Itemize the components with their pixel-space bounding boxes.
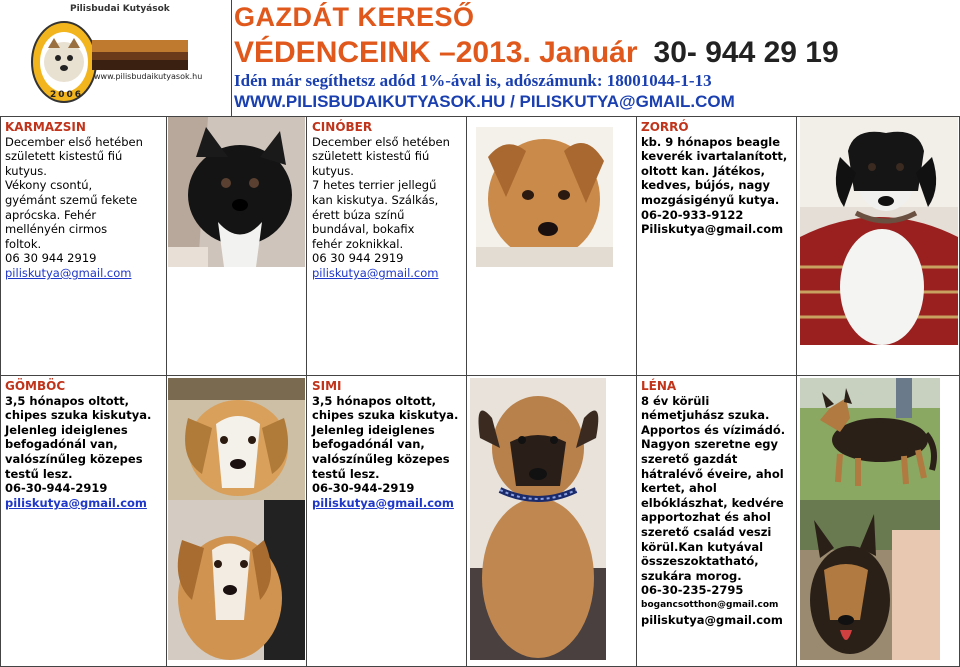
dog-desc bbox=[5, 394, 165, 496]
desc-line: kutyus. bbox=[312, 163, 354, 178]
desc-line: valószínűleg közepes bbox=[5, 451, 143, 466]
desc-line: érett búza színű bbox=[312, 207, 405, 222]
desc-line: bundával, bokafix bbox=[312, 222, 415, 237]
grid-vline bbox=[166, 116, 167, 667]
desc-line: született kistestű fiú bbox=[312, 149, 430, 164]
dog-card-cinober bbox=[312, 120, 466, 281]
desc-line: 06-20-933-9122 bbox=[641, 207, 744, 222]
desc-line: fehér zoknikkal. bbox=[312, 236, 404, 251]
header-phone: 30- 944 29 19 bbox=[653, 36, 839, 69]
desc-line: összeszoktatható, bbox=[641, 554, 759, 569]
desc-line: 06-30-944-2919 bbox=[312, 481, 415, 496]
email-link[interactable]: piliskutya@gmail.com bbox=[312, 495, 454, 510]
email-text-small: bogancsotthon@gmail.com bbox=[641, 599, 779, 610]
title-line2 bbox=[234, 36, 839, 70]
desc-line: mellényén cirmos bbox=[5, 222, 108, 237]
dog-photo-gomboc-1 bbox=[168, 378, 305, 500]
logo-year: 2006 bbox=[50, 90, 84, 100]
logo-title: Pilisbudai Kutyások bbox=[70, 4, 170, 14]
desc-line: 06-30-235-2795 bbox=[641, 583, 744, 598]
desc-line: szerető család veszi bbox=[641, 524, 772, 539]
dog-photo-lena-2 bbox=[800, 500, 940, 660]
grid-vline bbox=[636, 116, 637, 667]
dog-name: KARMAZSIN bbox=[5, 120, 86, 134]
dog-name: GÖMBÖC bbox=[5, 379, 66, 393]
desc-line: 3,5 hónapos oltott, bbox=[312, 393, 436, 408]
dog-name: ZORRÓ bbox=[641, 120, 689, 134]
grid-vline bbox=[306, 116, 307, 667]
dog-photo-gomboc-2 bbox=[168, 500, 305, 660]
desc-line: gyémánt szemű fekete bbox=[5, 192, 138, 207]
grid-vline bbox=[466, 116, 467, 667]
email-link[interactable]: piliskutya@gmail.com bbox=[5, 495, 147, 510]
desc-line: 8 év körüli bbox=[641, 393, 710, 408]
grid-mid-line bbox=[0, 375, 960, 376]
desc-line: chipes szuka kiskutya. bbox=[5, 408, 152, 423]
dog-desc bbox=[641, 394, 797, 598]
dog-photo-zorro bbox=[800, 117, 958, 345]
desc-line: chipes szuka kiskutya. bbox=[312, 408, 459, 423]
dog-card-simi bbox=[312, 379, 466, 510]
desc-line: 06 30 944 2919 bbox=[5, 251, 97, 266]
desc-line: kb. 9 hónapos beagle bbox=[641, 134, 781, 149]
desc-line: hátralévő éveire, ahol bbox=[641, 466, 784, 481]
desc-line: keverék ivartalanított, bbox=[641, 149, 788, 164]
desc-line: szukára morog. bbox=[641, 568, 742, 583]
dog-card-karmazsin bbox=[5, 120, 165, 281]
desc-line: körül.Kan kutyával bbox=[641, 539, 764, 554]
dog-name: SIMI bbox=[312, 379, 342, 393]
email-text: Piliskutya@gmail.com bbox=[641, 222, 784, 237]
tax-line: Idén már segíthetsz adód 1%-ával is, adószámunk: 18001044-1-13 bbox=[234, 71, 712, 90]
desc-line: December első hetében bbox=[312, 134, 450, 149]
dog-name: CINÓBER bbox=[312, 120, 373, 134]
desc-line: befogadónál van, bbox=[312, 437, 425, 452]
desc-line: született kistestű fiú bbox=[5, 149, 123, 164]
desc-line: kertet, ahol bbox=[641, 481, 717, 496]
desc-line: oltott kan. Játékos, bbox=[641, 163, 765, 178]
desc-line: 06 30 944 2919 bbox=[312, 251, 404, 266]
dog-photo-lena-1 bbox=[800, 378, 940, 500]
dog-desc bbox=[312, 135, 466, 266]
desc-line: kutyus. bbox=[5, 163, 47, 178]
dog-card-lena bbox=[641, 379, 797, 627]
dog-desc bbox=[5, 135, 165, 266]
desc-line: Nagyon szeretne egy bbox=[641, 437, 779, 452]
email-text: piliskutya@gmail.com bbox=[641, 612, 783, 627]
desc-line: testű lesz. bbox=[5, 466, 73, 481]
desc-line: foltok. bbox=[5, 236, 42, 251]
desc-line: 3,5 hónapos oltott, bbox=[5, 393, 129, 408]
desc-line: elbóklászhat, kedvére bbox=[641, 495, 784, 510]
desc-line: Apportos és vízimádó. bbox=[641, 422, 786, 437]
header-title-block bbox=[232, 0, 960, 116]
dog-card-gomboc bbox=[5, 379, 165, 510]
desc-line: Jelenleg ideiglenes bbox=[5, 422, 128, 437]
dog-desc bbox=[641, 135, 795, 223]
title-line1: GAZDÁT KERESŐ bbox=[234, 2, 475, 32]
email-link[interactable]: piliskutya@gmail.com bbox=[312, 265, 439, 280]
desc-line: apportozhat és ahol bbox=[641, 510, 771, 525]
header-divider bbox=[231, 0, 232, 116]
dog-name: LÉNA bbox=[641, 379, 677, 393]
desc-line: December első hetében bbox=[5, 134, 143, 149]
dog-photo-simi bbox=[470, 378, 606, 660]
desc-line: mozgásigényű kutya. bbox=[641, 192, 780, 207]
desc-line: Vékony csontú, bbox=[5, 178, 93, 193]
logo-url: www.pilisbudaikutyasok.hu bbox=[94, 72, 203, 81]
desc-line: 06-30-944-2919 bbox=[5, 481, 108, 496]
title-volunteers: VÉDENCEINK –2013. Január bbox=[234, 36, 638, 69]
dog-photo-cinober bbox=[476, 117, 613, 267]
desc-line: németjuhász szuka. bbox=[641, 408, 770, 423]
desc-line: 7 hetes terrier jellegű bbox=[312, 178, 437, 193]
desc-line: valószínűleg közepes bbox=[312, 451, 450, 466]
desc-line: szerető gazdát bbox=[641, 451, 738, 466]
dog-card-zorro bbox=[641, 120, 795, 237]
email-link[interactable]: piliskutya@gmail.com bbox=[5, 265, 132, 280]
web-line: WWW.PILISBUDAIKUTYASOK.HU / PILISKUTYA@GMAIL.COM bbox=[234, 92, 735, 111]
desc-line: kan kiskutya. Szálkás, bbox=[312, 192, 439, 207]
desc-line: aprócska. Fehér bbox=[5, 207, 97, 222]
desc-line: kedves, bújós, nagy bbox=[641, 178, 771, 193]
desc-line: befogadónál van, bbox=[5, 437, 118, 452]
dog-photo-karmazsin bbox=[168, 117, 305, 267]
logo bbox=[0, 0, 230, 116]
dog-desc bbox=[312, 394, 466, 496]
desc-line: Jelenleg ideiglenes bbox=[312, 422, 435, 437]
desc-line: testű lesz. bbox=[312, 466, 380, 481]
grid-vline bbox=[0, 116, 1, 667]
